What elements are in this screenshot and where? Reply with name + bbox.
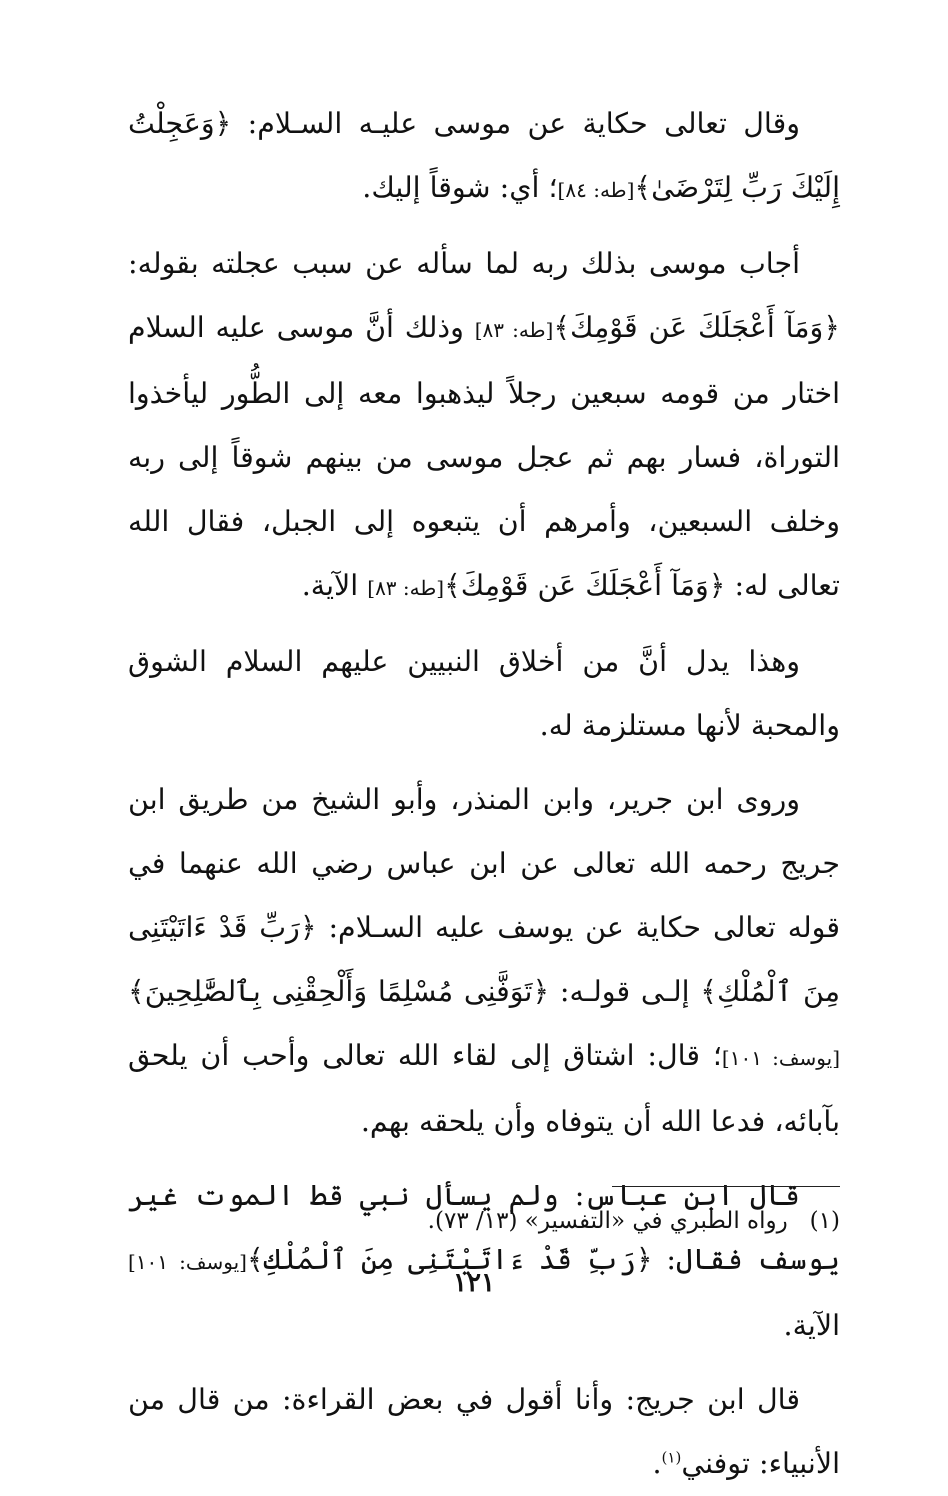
paragraph	[128, 630, 840, 758]
quran-verse: ﴿تَوَفَّنِى مُسْلِمًا وَأَلْحِقْنِى بِٱلصَّٰلِحِينَ﴾	[128, 975, 550, 1008]
paragraph	[128, 768, 840, 1154]
paragraph-text: الآية.	[301, 569, 368, 602]
verse-reference: [يوسف: ١٠١]	[128, 1250, 247, 1274]
footnote-divider	[612, 1186, 840, 1187]
verse-reference: [طه: ٨٤]	[557, 178, 635, 202]
paragraph-text: وهذا يدل أنَّ من أخلاق النبيين عليهم السلام الشوق والمحبة لأنها مستلزمة له.	[128, 645, 840, 742]
paragraph-text: قال ابن عباس: ولم يسأل نبي قط الموت غير يوسف فقال:	[128, 1179, 840, 1276]
page-number: ١٢١	[453, 1268, 495, 1298]
paragraph-text: وذلك أنَّ موسى عليه السلام اختار من قومه سبعين رجلاً ليذهبوا معه إلى الطُّور ليأخذوا التوراة، فسار بهم ثم عجل موسى من بينهم شوقاً إلى ربه وخلف السبعين، وأمرهم أن يتبعوه إلى الجبل، فقال الله تعالى له:	[128, 311, 840, 602]
quran-verse: ﴿وَعَجِلْتُ إِلَيْكَ رَبِّ لِتَرْضَىٰ﴾	[128, 107, 840, 204]
quran-verse: ﴿رَبِّ قَدْ ءَاتَيْتَنِى مِنَ ٱلْمُلْكِ﴾	[246, 1243, 653, 1276]
paragraph-text: ؛ أي: شوقاً إليك.	[362, 171, 558, 204]
paragraph-text: أجاب موسى بذلك ربه لما سأله عن سبب عجلته بقوله:	[128, 247, 800, 280]
paragraph-text: الآية.	[783, 1309, 840, 1342]
quran-verse: ﴿وَمَآ أَعْجَلَكَ عَن قَوْمِكَ﴾	[444, 569, 726, 602]
verse-reference: [طه: ٨٣]	[367, 576, 445, 600]
paragraph-text: ؛ قال: اشتاق إلى لقاء الله تعالى وأحب أن يلحق بآبائه، فدعا الله أن يتوفاه وأن يلحقه بهم.	[128, 1039, 840, 1138]
verse-reference: [طه: ٨٣]	[474, 318, 554, 342]
quran-verse: ﴿وَمَآ أَعْجَلَكَ عَن قَوْمِكَ﴾	[553, 311, 840, 344]
paragraph-text: .	[652, 1447, 662, 1480]
paragraph-text: وقال تعالى حكاية عن موسى عليـه السـلام:	[231, 107, 800, 140]
footnote-number: (١)	[809, 1208, 840, 1234]
paragraph-text: قال ابن جريج: وأنا أقول في بعض القراءة: من قال من الأنبياء: توفني	[128, 1383, 840, 1480]
paragraph	[128, 92, 840, 222]
paragraph	[128, 1368, 840, 1496]
paragraph	[128, 1164, 840, 1358]
paragraph-text: إلـى قولـه:	[549, 975, 701, 1008]
verse-reference: [يوسف: ١٠١]	[721, 1046, 840, 1070]
paragraph-text: وروى ابن جرير، وابن المنذر، وأبو الشيخ من طريق ابن جريج رحمه الله تعالى عن ابن عباس رضي الله عنهما في قوله تعالى حكاية عن يوسف عليه السـلام:	[128, 783, 841, 944]
footnote	[128, 1204, 840, 1238]
quran-verse: ﴿رَبِّ قَدْ ءَاتَيْتَنِى مِنَ ٱلْمُلْكِ﴾	[128, 911, 840, 1008]
footnote-text: رواه الطبري في «التفسير» (١٣/ ٧٣).	[427, 1208, 788, 1234]
footnote-marker: (١)	[661, 1448, 682, 1467]
paragraph	[128, 232, 840, 620]
